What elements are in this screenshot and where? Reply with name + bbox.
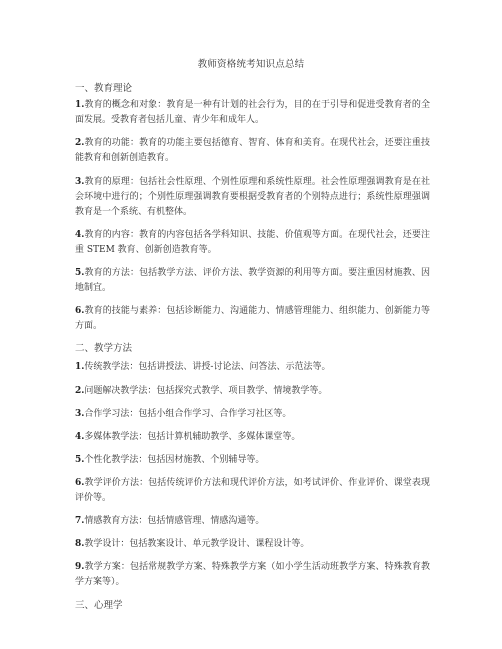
list-item — [75, 560, 430, 590]
item-number: 4. — [75, 230, 85, 240]
item-number: 5. — [75, 455, 85, 465]
list-item — [75, 175, 430, 220]
section-heading-teaching-methods: 二、教学方法 — [75, 343, 133, 354]
list-item — [75, 430, 430, 445]
list-item — [75, 514, 430, 529]
list-item — [75, 228, 430, 258]
item-text: 个性化教学法：包括因材施教、个别辅导等。 — [84, 455, 265, 465]
item-number: 5. — [75, 268, 85, 278]
item-text: 教育的原理：包括社会性原理、个别性原理和系统性原理。社会性原理强调教育是在社会环境中进行的；个别性原理强调教育要根据受教育者的个别特点进行；系统性原理强调教育是一个系统、有机整体。 — [75, 177, 430, 217]
item-text: 教学方案：包括常规教学方案、特殊教学方案（如小学生活动班教学方案、特殊教育教学方案等）。 — [75, 562, 430, 587]
item-text: 教育的方法：包括教学方法、评价方法、教学资源的利用等方面。要注重因材施教、因地制宜。 — [75, 268, 430, 293]
item-number: 1. — [75, 100, 85, 110]
item-text: 教学设计：包括教案设计、单元教学设计、课程设计等。 — [84, 539, 310, 549]
item-text: 合作学习法：包括小组合作学习、合作学习社区等。 — [84, 409, 292, 419]
list-item — [75, 384, 430, 399]
list-item — [75, 453, 430, 468]
item-number: 2. — [75, 386, 85, 396]
item-text: 教学评价方法：包括传统评价方法和现代评价方法，如考试评价、作业评价、课堂表现评价等。 — [75, 478, 430, 503]
list-item — [75, 266, 430, 296]
item-number: 2. — [75, 138, 85, 148]
section-heading-education-theory: 一、教育理论 — [75, 83, 133, 94]
list-item — [75, 98, 430, 128]
list-item — [75, 136, 430, 166]
item-number: 3. — [75, 409, 85, 419]
list-item — [75, 476, 430, 506]
item-number: 6. — [75, 306, 85, 316]
list-item — [75, 537, 430, 552]
item-number: 4. — [75, 432, 85, 442]
item-number: 3. — [75, 177, 85, 187]
item-text: 教育的技能与素养：包括诊断能力、沟通能力、情感管理能力、组织能力、创新能力等方面。 — [75, 306, 430, 331]
item-number: 8. — [75, 539, 85, 549]
item-text: 情感教育方法：包括情感管理、情感沟通等。 — [84, 516, 265, 526]
list-item — [75, 360, 430, 375]
item-text: 教育的概念和对象：教育是一种有计划的社会行为，目的在于引导和促进受教育者的全面发展。受教育者包括儿童、青少年和成年人。 — [75, 100, 430, 125]
item-text: 问题解决教学法：包括探究式教学、项目教学、情境教学等。 — [84, 386, 328, 396]
item-number: 9. — [75, 562, 85, 572]
item-number: 7. — [75, 516, 85, 526]
document-title: 教师资格统考知识点总结 — [197, 59, 305, 70]
list-item — [75, 304, 430, 334]
list-item — [75, 407, 430, 422]
item-text: 教育的内容：教育的内容包括各学科知识、技能、价值观等方面。在现代社会，还要注重 STEM 教育、创新创造教育等。 — [75, 230, 430, 255]
item-text: 多媒体教学法：包括计算机辅助教学、多媒体课堂等。 — [84, 432, 301, 442]
item-number: 1. — [75, 362, 85, 372]
section-heading-psychology: 三、心理学 — [75, 600, 123, 611]
item-number: 6. — [75, 478, 85, 488]
item-text: 传统教学法：包括讲授法、讲授-讨论法、问答法、示范法等。 — [84, 362, 331, 372]
item-text: 教育的功能：教育的功能主要包括德育、智育、体育和美育。在现代社会，还要注重技能教育和创新创造教育。 — [75, 138, 430, 163]
